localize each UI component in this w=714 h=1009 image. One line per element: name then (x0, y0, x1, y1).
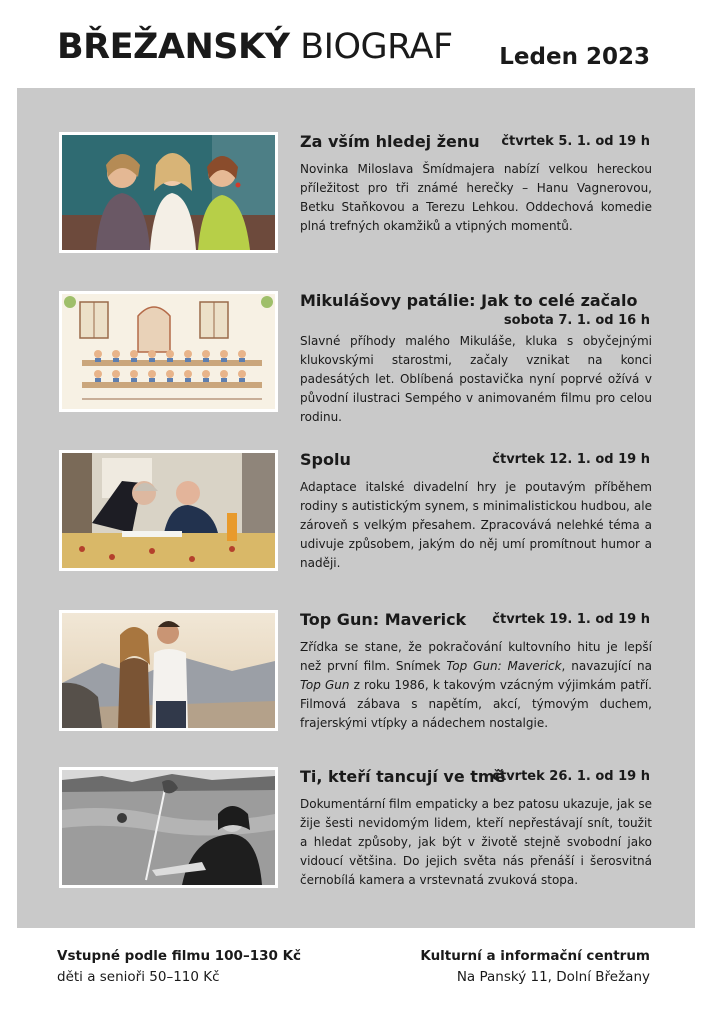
title-bold: BŘEŽANSKÝ (57, 27, 290, 67)
film-info (300, 767, 652, 890)
venue-name: Kulturní a informační centrum (420, 948, 650, 964)
film-title: Spolu (300, 450, 351, 469)
film-description (300, 638, 652, 733)
film-description: Adaptace italské divadelní hry je poutavým příběhem rodiny s autistickým synem, s minimalistickou hudbou, ale zároveň s velkým přesahem. Zpracovává nelehké téma a udivuje způsobem, jakým do něj umí promítnout humor a naději. (300, 480, 652, 570)
desc-part: z roku 1986, k takovým vzácným výjimkám patří. Filmová zábava s napětím, akcí, týmovým duchem, frajerskými vtípky a nádechem nostalgie. (300, 678, 652, 730)
film-title: Top Gun: Maverick (300, 610, 467, 629)
kitchen-scene-photo (62, 453, 275, 568)
program-panel (17, 88, 695, 928)
film-title: Za vším hledej ženu (300, 132, 480, 151)
desc-part: Zřídka se stane, že pokračování kultovního hitu je lepší než první film. Snímek (300, 640, 652, 673)
price-main: Vstupné podle filmu 100–130 Kč (57, 948, 302, 964)
film-description: Novinka Miloslava Šmídmajera nabízí velkou hereckou příležitost pro tři známé herečky – Hanu Vagnerovou, Betku Staňkovou a Terezu Lehkou. Oddechová komedie plná trefných okamžiků a vtipných momentů. (300, 162, 652, 233)
film-info (300, 450, 652, 573)
film-info (300, 610, 652, 733)
film-showtime: čtvrtek 19. 1. od 19 h (492, 612, 650, 627)
film-showtime: čtvrtek 12. 1. od 19 h (492, 452, 650, 467)
film-info (300, 291, 652, 427)
price-reduced: děti a senioři 50–110 Kč (57, 969, 220, 985)
film-showtime: čtvrtek 26. 1. od 19 h (492, 769, 650, 784)
film-title: Mikulášovy patálie: Jak to celé začalo (300, 291, 638, 310)
desert-bw-photo (62, 770, 275, 885)
film-poster-4 (59, 610, 278, 731)
film-info (300, 132, 652, 236)
price-info (57, 946, 301, 988)
venue-address: Na Panský 11, Dolní Břežany (456, 969, 650, 985)
film-title: Ti, kteří tancují ve tmě (300, 767, 506, 786)
page-header (0, 0, 714, 88)
film-poster-5 (59, 767, 278, 888)
film-poster-2 (59, 291, 278, 412)
three-women-photo (62, 135, 275, 250)
film-poster-3 (59, 450, 278, 571)
page-title (57, 27, 453, 67)
schoolboys-illustration (62, 294, 275, 409)
title-light: BIOGRAF (300, 27, 453, 67)
month-label: Leden 2023 (499, 44, 650, 70)
desc-italic: Top Gun: Maverick (446, 659, 562, 673)
film-description: Slavné příhody malého Mikuláše, kluka s obyčejnými klukovskými starostmi, začaly vznikat na konci padesátých let. Oblíbená postavička nyní poprvé ožívá v původní ilustraci Sempého v animovaném filmu pro celou rodinu. (300, 334, 652, 424)
desc-part: , navazující na (561, 659, 652, 673)
film-description: Dokumentární film empaticky a bez patosu ukazuje, jak se žije šesti nevidomým lidem, kteří nepřestávají snít, toužit a hledat způsoby, jak být v životě stejně svobodní jako vidoucí většina. Do jejich světa nás přenáší i šerosvitná černobílá kamera a vrstevnatá zvuková stopa. (300, 797, 652, 887)
film-showtime: čtvrtek 5. 1. od 19 h (501, 134, 650, 149)
desc-italic: Top Gun (300, 678, 350, 692)
film-showtime: sobota 7. 1. od 16 h (503, 313, 650, 328)
venue-info (420, 946, 650, 988)
film-poster-1 (59, 132, 278, 253)
couple-sunset-photo (62, 613, 275, 728)
